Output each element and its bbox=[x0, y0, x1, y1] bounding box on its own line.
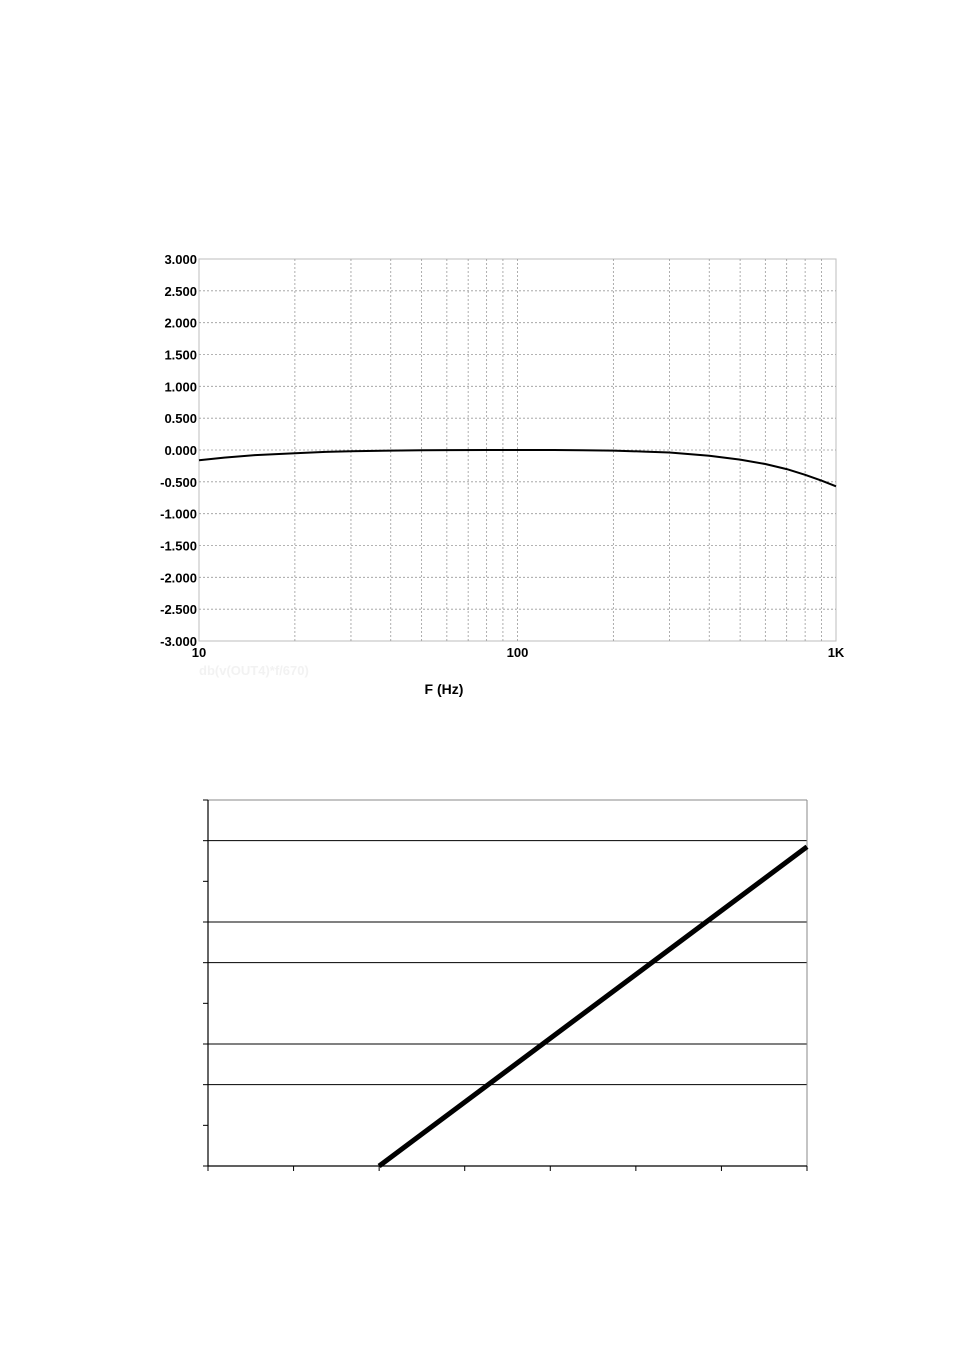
y-tick-label: 2.500 bbox=[164, 283, 197, 299]
y-tick-label: -3.000 bbox=[160, 634, 197, 649]
linear-chart bbox=[203, 800, 807, 1171]
grid bbox=[208, 841, 807, 1085]
axis-ticks bbox=[203, 800, 807, 1171]
y-tick-label: 1.000 bbox=[164, 379, 197, 395]
x-tick-label: 10 bbox=[191, 645, 207, 660]
series bbox=[379, 847, 807, 1166]
x-tick-labels bbox=[192, 645, 845, 660]
y-tick-label: 1.500 bbox=[164, 347, 197, 363]
x-tick-label: 100 bbox=[506, 645, 529, 660]
y-tick-labels bbox=[160, 252, 197, 649]
y-tick-label: -2.500 bbox=[160, 602, 197, 618]
frequency-response-chart bbox=[160, 252, 845, 697]
trace-label: db(v(OUT4)*f/670) bbox=[199, 663, 309, 678]
x-tick-label: 1K bbox=[827, 645, 845, 660]
y-tick-label: 2.000 bbox=[164, 315, 197, 331]
y-tick-label: 3.000 bbox=[164, 252, 197, 267]
y-tick-label: 0.500 bbox=[164, 411, 197, 427]
y-tick-label: 0.000 bbox=[164, 443, 197, 458]
y-tick-label: -2.000 bbox=[160, 570, 197, 586]
x-axis-title: F (Hz) bbox=[424, 681, 464, 697]
series-line bbox=[379, 847, 807, 1166]
y-tick-label: -1.000 bbox=[160, 506, 197, 522]
y-tick-label: -0.500 bbox=[160, 474, 197, 490]
y-tick-label: -1.500 bbox=[160, 538, 197, 554]
